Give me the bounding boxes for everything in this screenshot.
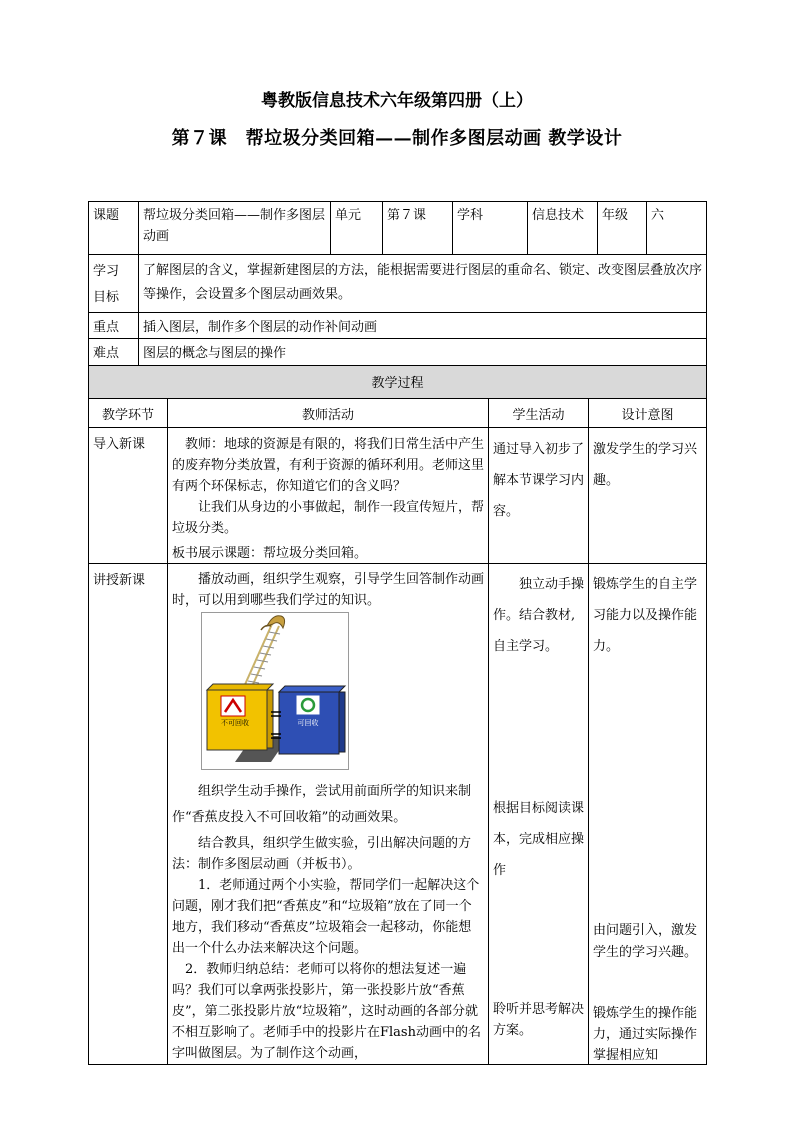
teacher-paragraph: 2．教师归纳总结：老师可以将你的想法复述一遍吗？我们可以拿两张投影片，第一张投影片放“香蕉皮”，第二张投影片放“垃圾箱”，这时动画的各部分就不相互影响了。老师手中的投影片在Flash动画中的名字叫做图层。为了制作这个动画， [172,962,481,1061]
key-value: 插入图层，制作多个图层的动作补间动画 [143,320,378,335]
teacher-activity-intro [168,431,488,567]
table-rule [88,398,707,399]
recyclable-bin [279,686,345,754]
teacher-paragraph: 组织学生动手操作，尝试用前面所学的知识来制作“香蕉皮投入不可回收箱”的动画效果。 [172,784,472,825]
header-teacher: 教师活动 [301,408,354,423]
recycle-icon [297,696,319,714]
subject-value: 信息技术 [532,208,585,223]
objectives-label [89,257,138,314]
non-recyclable-icon [221,696,245,716]
teacher-paragraph: 让我们从身边的小事做起，制作一段宣传短片，帮垃圾分类。 [172,500,485,536]
difficulty-label: 难点 [93,346,120,361]
unit-value: 第７课 [387,208,427,223]
teacher-paragraph: 播放动画，组织学生观察，引导学生回答制作动画时，可以用到哪些我们学过的知识。 [172,572,485,608]
bin-left-label: 不可回收 [221,719,249,727]
design-intent-new-lesson-2: 由问题引入，激发学生的学习兴趣。 [593,923,698,960]
bin-right-label: 可回收 [297,719,319,727]
process-section-title: 教学过程 [371,376,424,391]
unit-label: 单元 [335,208,362,223]
teacher-paragraph: 1．老师通过两个小实验，帮同学们一起解决这个问题，刚才我们把“香蕉皮”和“垃圾箱”放在了同一个地方，我们移动“香蕉皮”垃圾箱会一起移动，你能想出一个什么办法来解决这个问题。 [172,878,480,956]
difficulty-value: 图层的概念与图层的操作 [143,346,287,361]
teacher-activity-new-lesson [168,566,488,614]
lesson-value: 帮垃圾分类回箱——制作多图层动画 [143,208,326,244]
design-intent-intro: 激发学生的学习兴趣。 [593,442,698,488]
student-activity-new-lesson-2: 根据目标阅读课本，完成相应操作 [493,801,585,878]
table-rule [88,254,707,255]
teacher-paragraph: 板书展示课题：帮垃圾分类回箱。 [172,546,368,561]
header-stage: 教学环节 [101,408,154,423]
design-intent-new-lesson-1: 锻炼学生的自主学习能力以及操作能力。 [593,577,698,654]
table-border-right [706,201,707,1064]
header-intent: 设计意图 [621,408,674,423]
grade-value: 六 [651,208,665,223]
non-recyclable-bin [207,684,273,750]
objectives-value: 了解图层的含义，掌握新建图层的方法，能根据需要进行图层的重命名、锁定、改变图层叠放次序等操作，会设置多个图层动画效果。 [143,263,703,302]
objectives-label-line1: 学习 [93,264,120,279]
header-student: 学生活动 [512,408,565,423]
student-activity-intro: 通过导入初步了解本节课学习内容。 [493,442,585,519]
stage-intro: 导入新课 [93,437,146,452]
animation-illustration [201,612,349,770]
document-title: 粤教版信息技术六年级第四册（上） [261,91,533,111]
teacher-paragraph: 结合教具，组织学生做实验，引出解决问题的方法：制作多图层动画（并板书）。 [172,836,472,872]
student-activity-text: 独立动手操作。结合教材,自主学习。 [493,577,585,654]
subject-label: 学科 [457,208,484,223]
student-activity-new-lesson-1 [489,566,588,665]
student-activity-new-lesson-3: 聆听并思考解决方案。 [493,1002,585,1038]
design-intent-new-lesson-3: 锻炼学生的操作能力，通过实际操作掌握相应知 [593,1006,698,1063]
table-rule [88,312,707,313]
teacher-paragraph: 教师：地球的资源是有限的，将我们日常生活中产生的废弃物分类放置，有利于资源的循环利用。老师这里有两个环保标志，你知道它们的含义吗？ [172,437,485,494]
teacher-activity-new-lesson-continued [168,776,488,1067]
grade-label: 年级 [602,208,629,223]
stage-new-lesson: 讲授新课 [93,573,146,588]
lesson-label: 课题 [93,208,120,223]
key-label: 重点 [93,320,120,335]
objectives-label-line2: 目标 [93,290,120,305]
lesson-title: 第７课 帮垃圾分类回箱——制作多图层动画 教学设计 [171,128,623,149]
